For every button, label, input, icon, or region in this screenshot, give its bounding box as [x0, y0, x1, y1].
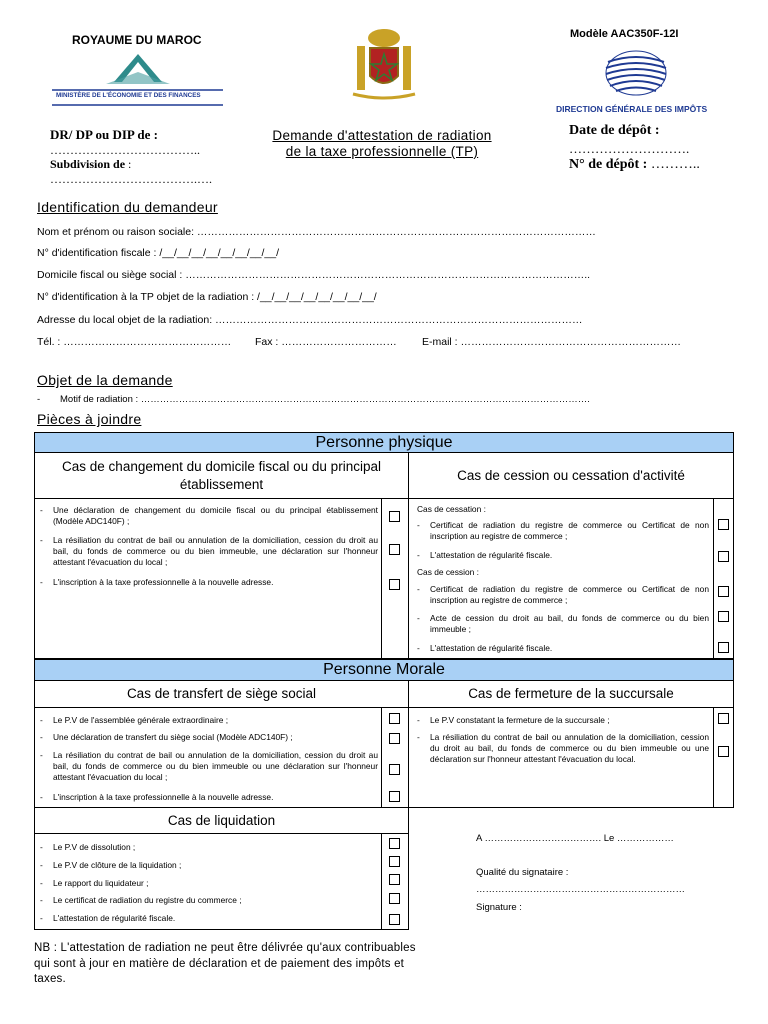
pm-col2-checkbox[interactable] [718, 713, 729, 724]
tel-line[interactable]: Tél. : ………………………………………… [37, 336, 232, 348]
cession-item: - L'attestation de régularité fiscale. [417, 643, 553, 653]
dgi-globe-icon [600, 48, 672, 98]
date-depot-dots: ………………………. [569, 141, 690, 156]
liquidation-checkbox[interactable] [389, 874, 400, 885]
pm-col1-divider [381, 707, 382, 808]
name-line[interactable]: Nom et prénom ou raison sociale: …………………………………………………………………………………………………… [37, 226, 596, 238]
objet-heading: Objet de la demande [37, 372, 173, 388]
subdivision-colon: : [128, 157, 132, 171]
pp-col1-item: - Une déclaration de changement du domicile fiscal ou du principal établissement (Modèle ADC140F) ; [40, 505, 378, 526]
cessation-label: Cas de cessation : [417, 504, 486, 514]
pm-col2-item: - La résiliation du contrat de bail ou annulation de la domiciliation, cession du droit au bail, du fonds de commerce ou du bien immeuble ou une déclaration sur l'honneur attestant l'évacuation du local. [417, 732, 709, 764]
dgi-logo [600, 48, 672, 98]
cession-checkbox[interactable] [718, 611, 729, 622]
liquidation-title: Cas de liquidation [34, 807, 409, 834]
liquidation-checkbox[interactable] [389, 893, 400, 904]
ministry-logo [50, 50, 225, 110]
pm-col1-item: - L'inscription à la taxe professionnelle à la nouvelle adresse. [40, 792, 274, 802]
liquidation-item: - Le P.V de dissolution ; [40, 842, 136, 852]
pm-col1-item: - Une déclaration de transfert du siège social (Modèle ADC140F) ; [40, 732, 293, 742]
dr-label: DR/ DP ou DIP de : [50, 127, 158, 142]
pp-col1-divider [381, 498, 382, 659]
pp-col2-title: Cas de cession ou cessation d'activité [408, 452, 734, 499]
ministry-logo-icon [50, 50, 225, 110]
ministry-name: MINISTÈRE DE L'ÉCONOMIE ET DES FINANCES [56, 92, 201, 99]
fax-line[interactable]: Fax : …………………………… [255, 336, 397, 348]
cession-item: - Acte de cession du droit au bail, du fonds de commerce ou du bien immeuble ; [417, 613, 709, 634]
liquidation-item: - Le rapport du liquidateur ; [40, 878, 149, 888]
cessation-item: - L'attestation de régularité fiscale. [417, 550, 553, 560]
liquidation-divider [381, 833, 382, 930]
pm-title: Personne Morale [34, 659, 734, 681]
liquidation-checkbox[interactable] [389, 838, 400, 849]
motif-dash: - [37, 394, 41, 405]
subdivision-text: Subdivision de [50, 157, 126, 171]
form-title-line2: de la taxe professionnelle (TP) [285, 144, 479, 159]
pm-col1-title: Cas de transfert de siège social [34, 680, 409, 708]
liquidation-item: - Le certificat de radiation du registre du commerce ; [40, 895, 242, 905]
email-line[interactable]: E-mail : ……………………………………………………… [422, 336, 682, 348]
cessation-item: - Certificat de radiation du registre de commerce ou Certificat de non inscription au registre de commerce ; [417, 520, 709, 541]
pp-col1-checkbox[interactable] [389, 511, 400, 522]
cession-checkbox[interactable] [718, 586, 729, 597]
pm-col1-checkbox[interactable] [389, 764, 400, 775]
pm-col2-checkbox[interactable] [718, 746, 729, 757]
form-title [232, 128, 532, 160]
place-date-line[interactable]: A ………………………………. Le ……………… [476, 833, 674, 844]
kingdom-title: ROYAUME DU MAROC [72, 33, 202, 47]
date-depot-label: Date de dépôt : [569, 123, 660, 138]
tp-id-line[interactable]: N° d'identification à la TP objet de la radiation : /__/__/__/__/__/__/__/__/ [37, 291, 377, 303]
dgi-name: DIRECTION GÉNÉRALE DES IMPÔTS [556, 104, 708, 114]
cession-checkbox[interactable] [718, 642, 729, 653]
liquidation-item: - L'attestation de régularité fiscale. [40, 913, 176, 923]
pm-col1-checkbox[interactable] [389, 733, 400, 744]
num-depot [569, 157, 700, 173]
liquidation-checkbox[interactable] [389, 856, 400, 867]
liquidation-checkbox[interactable] [389, 914, 400, 925]
domicile-line[interactable]: Domicile fiscal ou siège social : …………………………………………………………………………………………………….. [37, 269, 591, 281]
fiscal-id-line[interactable]: N° d'identification fiscale : /__/__/__/__/__/__/__/__/ [37, 247, 280, 259]
pp-col1-checkbox[interactable] [389, 544, 400, 555]
pm-col1-checkbox[interactable] [389, 791, 400, 802]
pp-col2-divider [713, 498, 714, 659]
cession-item: - Certificat de radiation du registre de commerce ou Certificat de non inscription au registre de commerce ; [417, 584, 709, 605]
signature-label: Signature : [476, 902, 522, 913]
coat-of-arms-icon [343, 24, 425, 102]
qualite-dots[interactable]: ………………………………………………………… [476, 884, 685, 895]
pm-col2-divider [713, 707, 714, 808]
identification-heading: Identification du demandeur [37, 199, 218, 215]
motif-line[interactable]: Motif de radiation : ……………………………………………………………………………………………………………………………. [60, 394, 590, 405]
pm-col2-item: - Le P.V constatant la fermeture de la succursale ; [417, 715, 610, 725]
pm-col1-checkbox[interactable] [389, 713, 400, 724]
pp-col1-checkbox[interactable] [389, 579, 400, 590]
pieces-heading: Pièces à joindre [37, 411, 142, 427]
address-line[interactable]: Adresse du local objet de la radiation: …………………………………………………………………………………………… [37, 314, 583, 326]
cession-label: Cas de cession : [417, 567, 479, 577]
subdivision-label [50, 157, 131, 172]
dr-dots: ……………………………….. [50, 143, 200, 157]
liquidation-item: - Le P.V de clôture de la liquidation ; [40, 860, 182, 870]
num-depot-label: N° de dépôt : [569, 157, 648, 172]
qualite-label: Qualité du signataire : [476, 867, 569, 878]
pp-col1-title: Cas de changement du domicile fiscal ou du principal établissement [34, 452, 409, 499]
model-number: Modèle AAC350F-12I [570, 28, 679, 40]
coat-of-arms [343, 24, 425, 102]
num-depot-dots: ……….. [650, 157, 700, 172]
pm-col1-item: - Le P.V de l'assemblée générale extraordinaire ; [40, 715, 229, 725]
subdivision-dots: ……………………………….…. [50, 172, 212, 186]
pm-col2-title: Cas de fermeture de la succursale [408, 680, 734, 708]
cessation-checkbox[interactable] [718, 551, 729, 562]
pm-col1-item: - La résiliation du contrat de bail ou annulation de la domiciliation, cession du droit au bail, du fonds de commerce ou du bien immeuble ou une déclaration sur l'honneur attestant l'évacuation du local ; [40, 750, 378, 782]
pp-title: Personne physique [34, 432, 734, 453]
pp-col1-item: - L'inscription à la taxe professionnelle à la nouvelle adresse. [40, 577, 274, 587]
cessation-checkbox[interactable] [718, 519, 729, 530]
nb-note: NB : L'attestation de radiation ne peut être délivrée qu'aux contribuables qui sont à jour en matière de déclaration et de paiement des impôts et taxes. [34, 942, 416, 985]
pp-col1-item: - La résiliation du contrat de bail ou annulation de la domiciliation, cession du droit au bail, du fonds de commerce ou du bien immeuble, une déclaration sur l'honneur attestant l'évacuation du local ; [40, 535, 378, 567]
form-title-line1: Demande d'attestation de radiation [272, 128, 492, 143]
